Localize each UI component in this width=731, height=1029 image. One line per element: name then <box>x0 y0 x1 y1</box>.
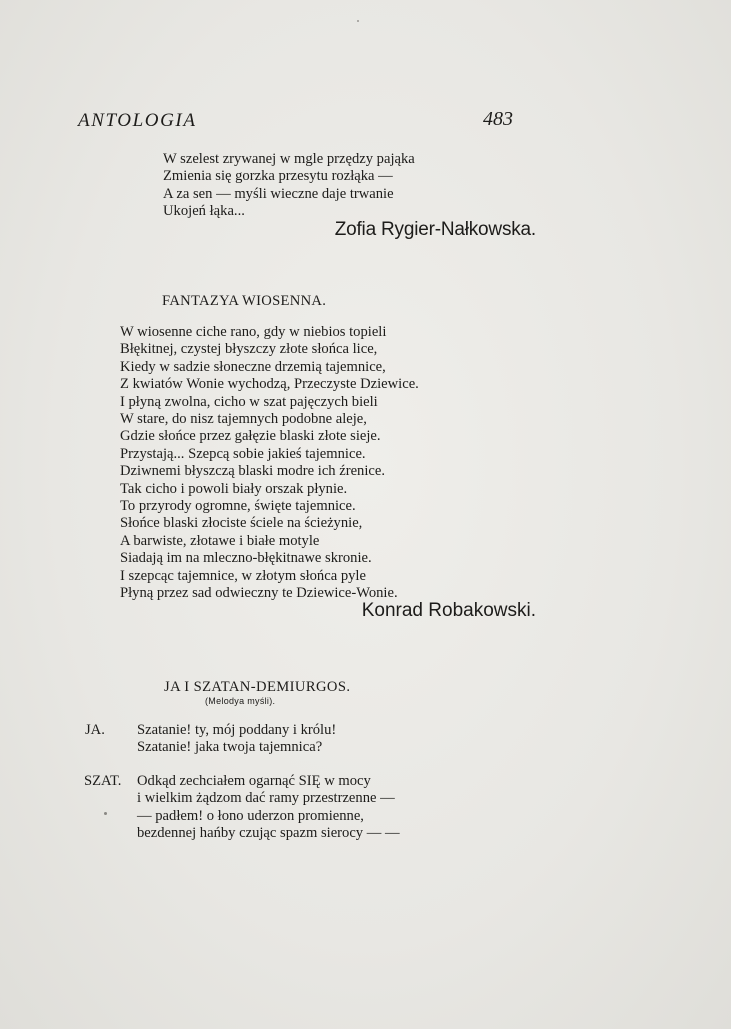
verse-line: bezdennej hańby czując spazm sierocy — — <box>137 825 400 842</box>
poem2-title: FANTAZYA WIOSENNA. <box>162 293 327 309</box>
margin-mark <box>104 812 107 815</box>
verse-line: A barwiste, złotawe i białe motyle <box>120 532 320 549</box>
verse-line: Płyną przez sad odwieczny te Dziewice-Wonie. <box>120 585 398 602</box>
speaker-szat-lines <box>137 773 400 843</box>
verse-line: Z kwiatów Wonie wychodzą, Przeczyste Dziewice. <box>120 376 419 393</box>
verse-line: I płyną zwolna, cicho w szat pajęczych bieli <box>120 393 378 410</box>
poem2-stanza <box>120 324 419 603</box>
verse-line: Odkąd zechciałem ogarnąć SIĘ w mocy <box>137 773 371 789</box>
verse-line: Kiedy w sadzie słoneczne drzemią tajemnice, <box>120 358 386 375</box>
verse-line: Szatanie! ty, mój poddany i królu! <box>137 722 337 738</box>
verse-line: Gdzie słońce przez gałęzie blaski złote sieje. <box>120 428 381 445</box>
running-header-title: ANTOLOGIA <box>78 110 197 131</box>
verse-line: W wiosenne ciche rano, gdy w niebios topieli <box>120 324 387 340</box>
verse-line: W szelest zrywanej w mgle przędzy pająka <box>163 151 415 167</box>
verse-line: Dziwnemi błyszczą blaski modre ich źrenice. <box>120 463 386 480</box>
speaker-label-szat: SZAT. <box>84 773 122 789</box>
speaker-ja-lines <box>137 722 336 757</box>
verse-line: i wielkim żądzom dać ramy przestrzenne — <box>137 790 395 807</box>
poem3-title: JA I SZATAN-DEMIURGOS. <box>164 679 351 695</box>
poem3-subtitle: (Melodya myśli). <box>205 696 276 706</box>
verse-line: I szepcąc tajemnice, w złotym słońca pyle <box>120 567 366 584</box>
verse-line: Ukojeń łąka... <box>163 203 245 220</box>
verse-line: Zmienia się gorzka przesytu rozłąka — <box>163 168 393 185</box>
verse-line: Słońce blaski złociste ściele na ścieżynie, <box>120 515 363 532</box>
page-number: 483 <box>483 108 513 130</box>
speaker-label-ja: JA. <box>85 722 105 738</box>
verse-line: Przystają... Szepcą sobie jakieś tajemnice. <box>120 445 366 462</box>
verse-line: Szatanie! jaka twoja tajemnica? <box>137 739 323 756</box>
poem1-author-signature: Zofia Rygier-Nałkowska. <box>334 219 536 240</box>
verse-line: Tak cicho i powoli biały orszak płynie. <box>120 480 348 497</box>
paper-speck <box>357 20 359 22</box>
poem1-stanza <box>163 151 415 221</box>
verse-line: W stare, do nisz tajemnych podobne aleje, <box>120 411 367 428</box>
poem2-author-signature: Konrad Robakowski. <box>361 600 536 621</box>
verse-line: Siadają im na mleczno-błękitnawe skronie. <box>120 550 372 567</box>
verse-line: — padłem! o łono uderzon promienne, <box>137 807 364 824</box>
verse-line: A za sen — myśli wieczne daje trwanie <box>163 185 394 202</box>
verse-line: To przyrody ogromne, święte tajemnice. <box>120 498 356 515</box>
verse-line: Błękitnej, czystej błyszczy złote słońca lice, <box>120 341 378 358</box>
